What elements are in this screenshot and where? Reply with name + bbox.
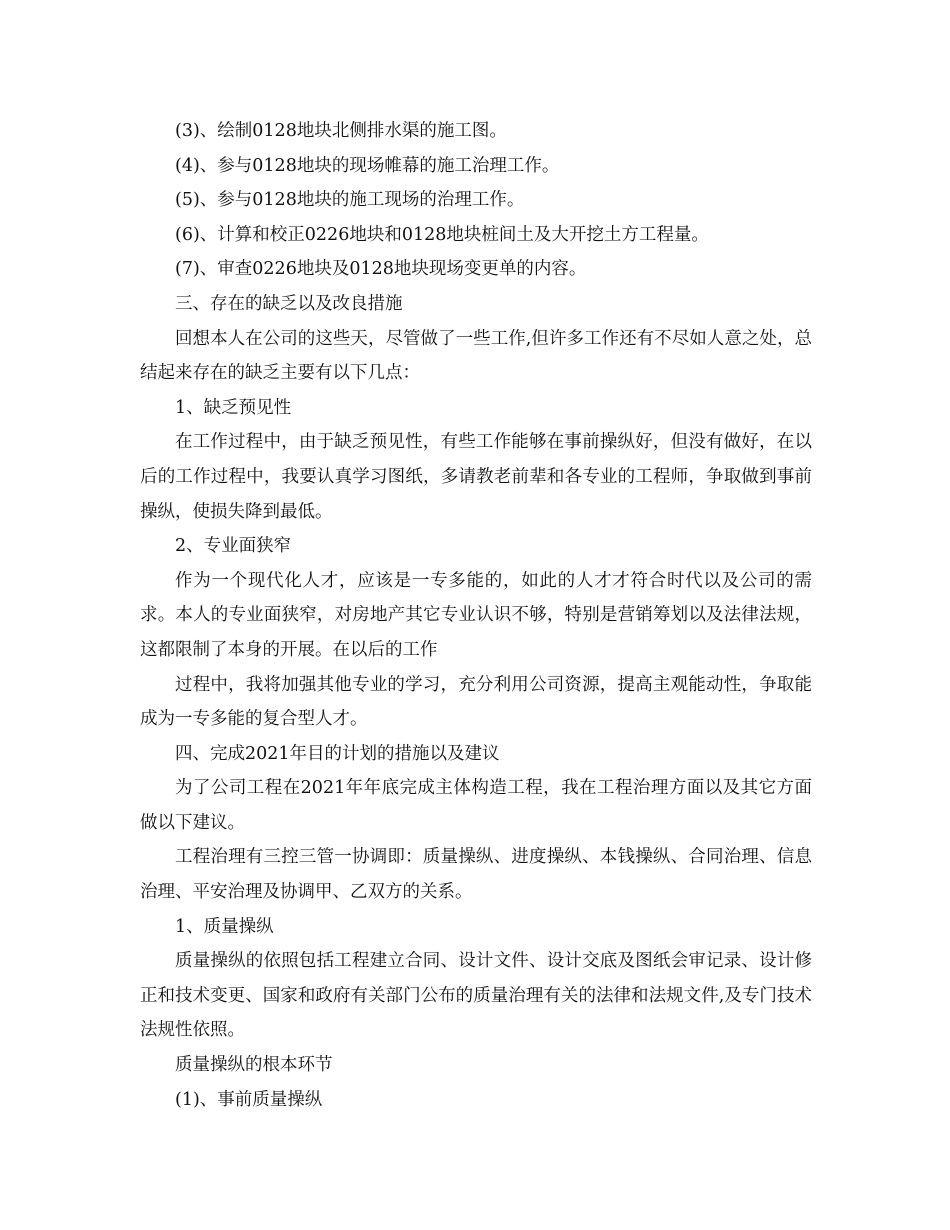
body-paragraph: 质量操纵的依照包括工程建立合同、设计文件、设计交底及图纸会审记录、设计修正和技术变更、国家和政府有关部门公布的质量治理有关的法律和法规文件,及专门技术法规性依照。 <box>140 951 812 1041</box>
body-paragraph: 作为一个现代化人才，应该是一专多能的，如此的人才才符合时代以及公司的需求。本人的专业面狭窄，对房地产其它专业认识不够，特别是营销筹划以及法律法规，这都限制了本身的开展。在以后的工作 <box>140 570 812 660</box>
subheading-narrow-expertise: 2、专业面狭窄 <box>175 536 292 557</box>
body-paragraph: 过程中，我将加强其他专业的学习，充分利用公司资源，提高主观能动性，争取能成为一专多能的复合型人才。 <box>140 674 812 730</box>
list-item-7: (7)、审查0226地块及0128地块现场变更单的内容。 <box>175 259 587 280</box>
list-item-3: (3)、绘制0128地块北侧排水渠的施工图。 <box>175 121 507 141</box>
body-paragraph: 工程治理有三控三管一协调即：质量操纵、进度操纵、本钱操纵、合同治理、信息治理、平安治理及协调甲、乙双方的关系。 <box>140 847 812 903</box>
section-heading-4: 四、完成2021年目的计划的措施以及建议 <box>175 743 500 764</box>
body-paragraph: 在工作过程中，由于缺乏预见性，有些工作能够在事前操纵好，但没有做好，在以后的工作过程中，我要认真学习图纸，多请教老前辈和各专业的工程师，争取做到事前操纵，使损失降到最低。 <box>140 432 812 522</box>
body-paragraph: 回想本人在公司的这些天，尽管做了一些工作,但许多工作还有不尽如人意之处，总结起来存在的缺乏主要有以下几点： <box>140 328 812 384</box>
list-item-4: (4)、参与0128地块的现场帷幕的施工治理工作。 <box>175 155 560 176</box>
list-item-5: (5)、参与0128地块的施工现场的治理工作。 <box>175 190 525 211</box>
document-body <box>140 114 812 1117</box>
list-item-6: (6)、计算和校正0226地块和0128地块桩间土及大开挖土方工程量。 <box>175 224 709 245</box>
subheading-quality-steps: 质量操纵的根本环节 <box>175 1055 333 1076</box>
section-heading-3: 三、存在的缺乏以及改良措施 <box>175 293 403 314</box>
subheading-quality-control: 1、质量操纵 <box>175 916 274 937</box>
list-item-1: (1)、事前质量操纵 <box>175 1089 323 1110</box>
body-paragraph: 为了公司工程在2021年年底完成主体构造工程，我在工程治理方面以及其它方面做以下建议。 <box>140 778 812 833</box>
subheading-foresight: 1、缺乏预见性 <box>175 397 292 418</box>
